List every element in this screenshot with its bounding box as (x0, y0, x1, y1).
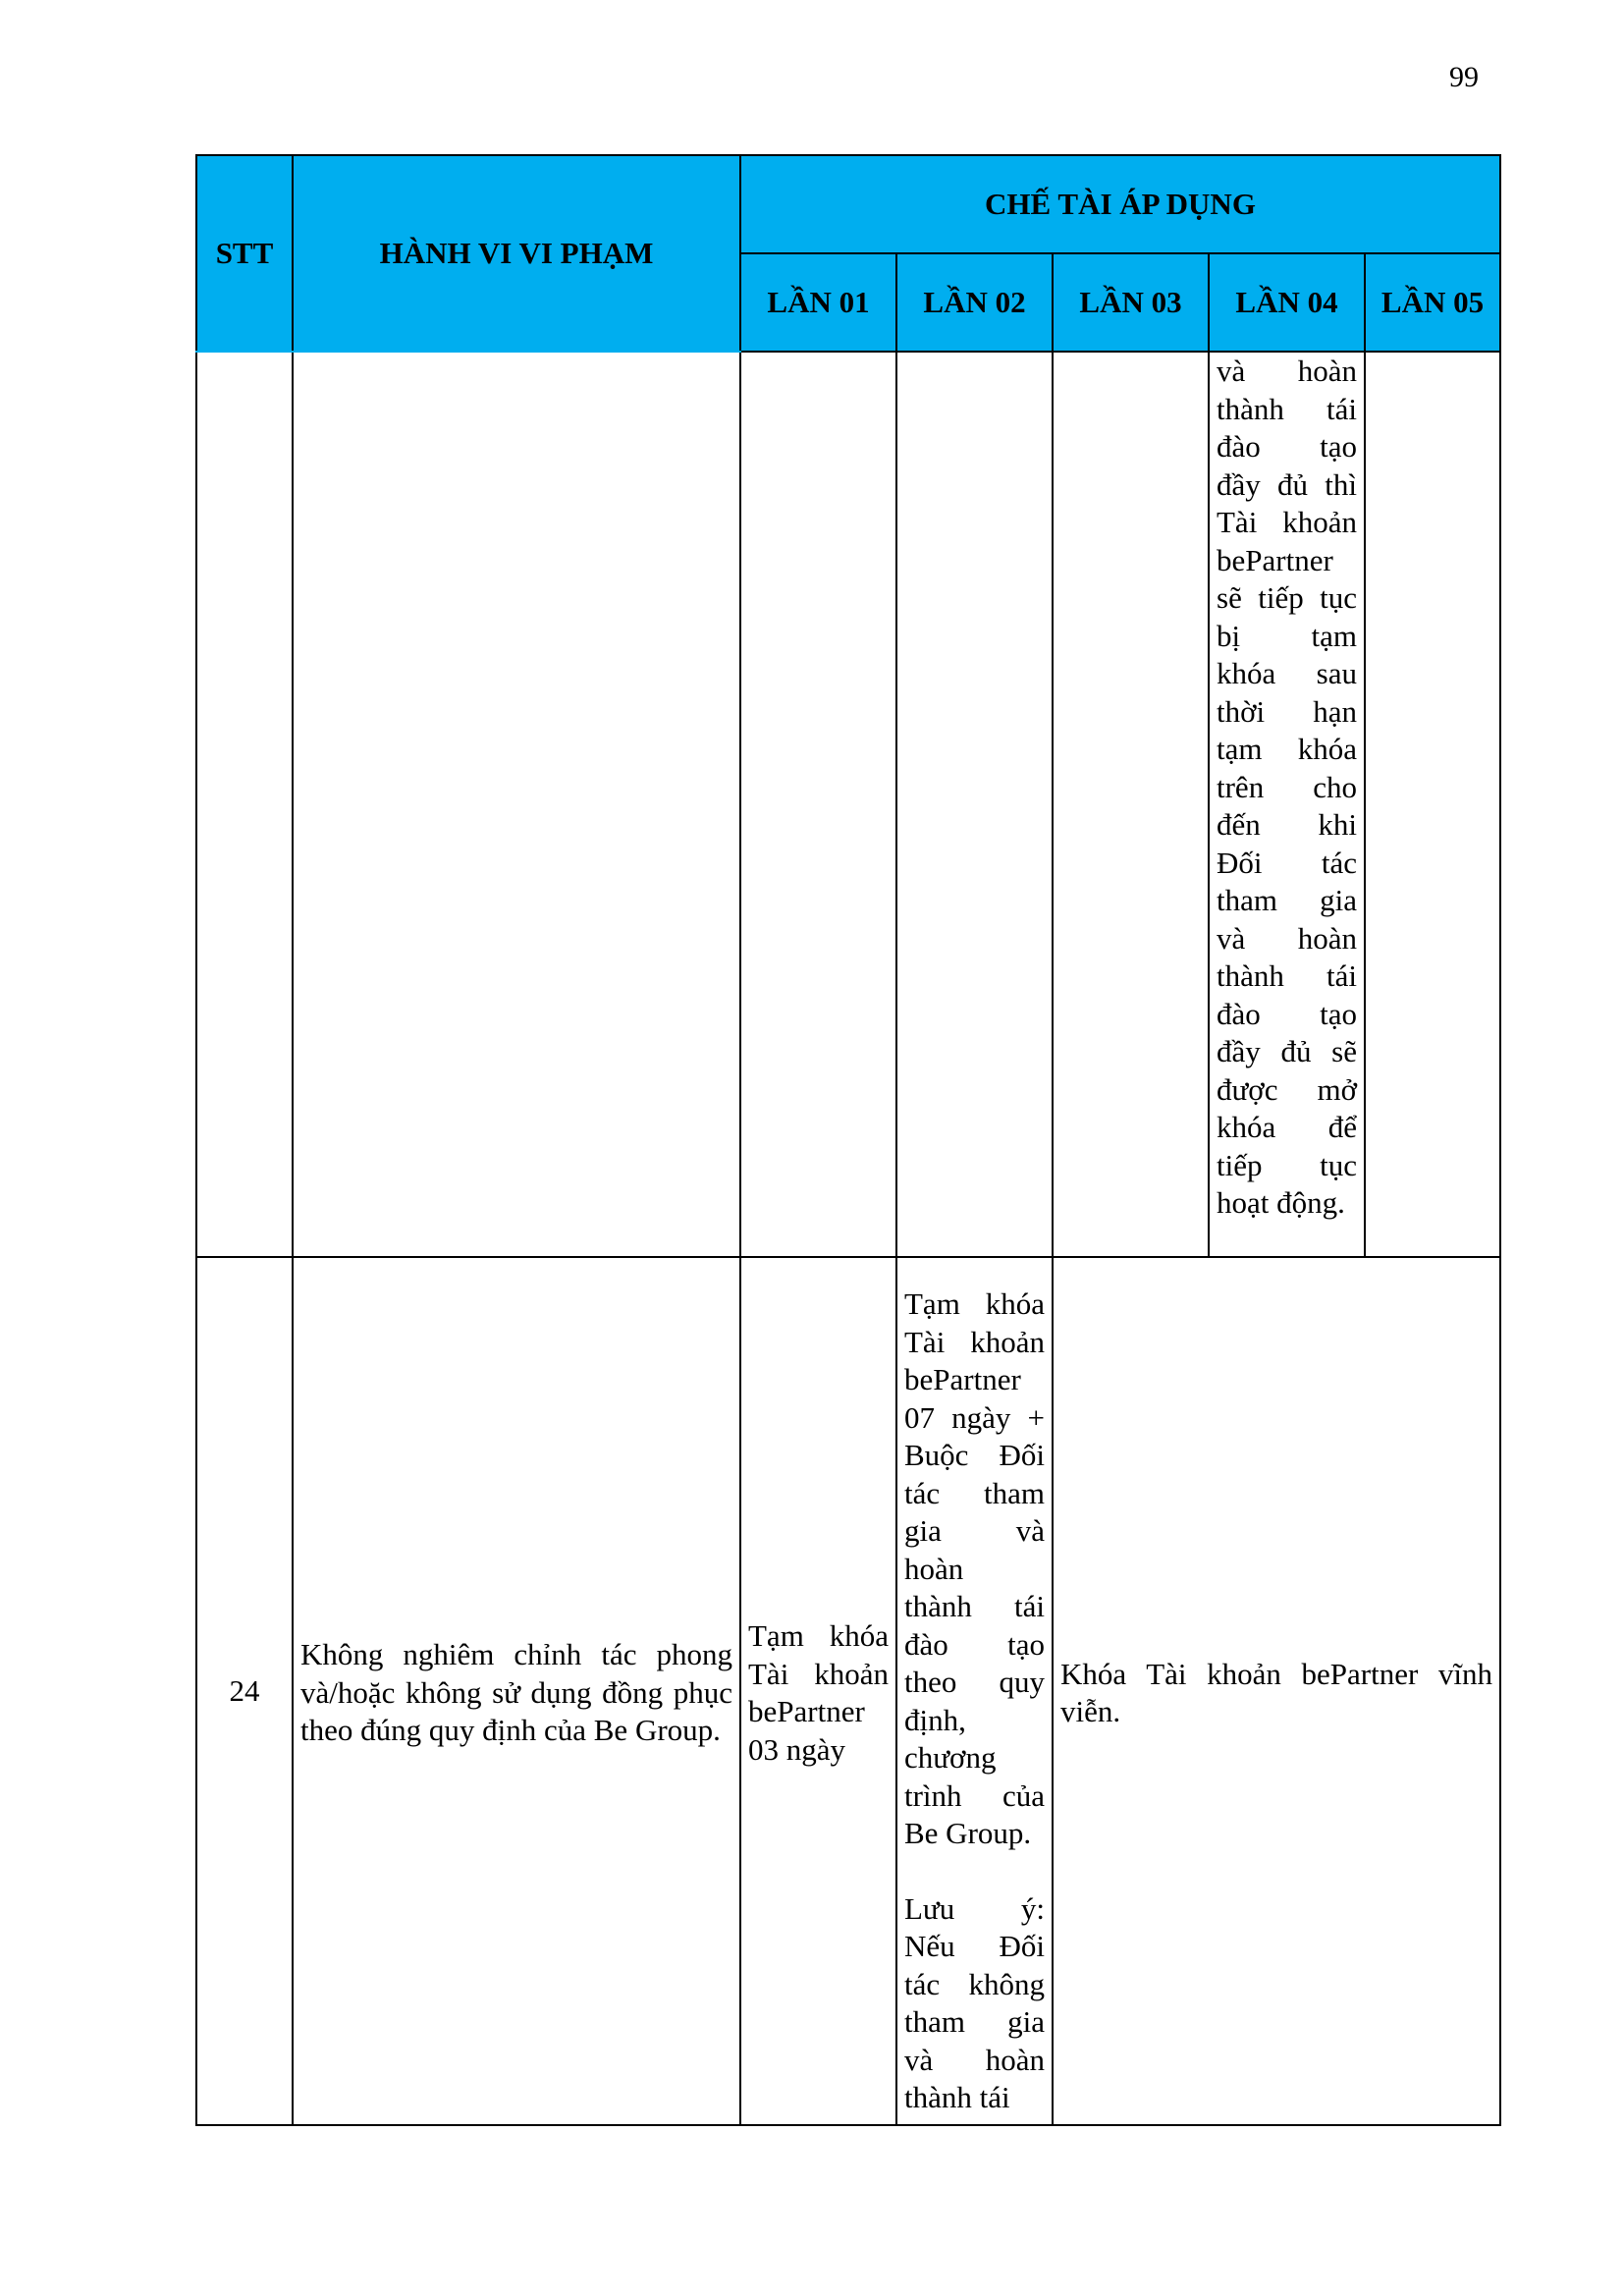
page-number: 99 (1449, 61, 1479, 93)
header-lan-02: LẦN 02 (896, 253, 1053, 352)
text-line: được mở (1217, 1071, 1357, 1107)
text-line: Nếu Đối (904, 1929, 1045, 1963)
header-behavior: HÀNH VI VI PHẠM (293, 155, 740, 352)
text-line: Be Group. (904, 1816, 1032, 1850)
cell-lan-03-05: Khóa Tài khoản bePartner vĩnh viễn. (1053, 1257, 1500, 2125)
cell-stt: 24 (196, 1257, 293, 2125)
cell-stt (196, 352, 293, 1257)
sanction-table (195, 154, 1501, 2126)
text-line: Lưu ý: (904, 1890, 1045, 1926)
text-line: thành tái (1217, 391, 1357, 426)
text-line: tham gia (1217, 883, 1357, 917)
text-line: khóa để (1217, 1110, 1357, 1144)
text-line: khóa sau (1217, 656, 1357, 690)
text-line: tác không (904, 1966, 1045, 2001)
header-lan-03: LẦN 03 (1053, 253, 1209, 352)
table-row (196, 1257, 1500, 2125)
text-line: trình của (904, 1777, 1045, 1813)
lan-02-note (897, 1890, 1052, 2117)
text-line: hoạt động. (1217, 1185, 1345, 1220)
text-line: gia và (904, 1513, 1045, 1548)
text-line: sẽ tiếp tục (1217, 580, 1357, 615)
cell-lan-04 (1209, 352, 1365, 1257)
lan-02-text (897, 1258, 1052, 1853)
text-line: bePartner (1217, 542, 1333, 577)
table-row (196, 352, 1500, 1257)
header-lan-01: LẦN 01 (740, 253, 896, 352)
cell-behavior (293, 352, 740, 1257)
text-line: bị tạm (1217, 618, 1357, 653)
header-stt: STT (196, 155, 293, 352)
text-line: theo quy (904, 1665, 1045, 1699)
text-line: Đối tác (1217, 845, 1357, 880)
text-line: tiếp tục (1217, 1147, 1357, 1182)
text-line: đào tạo (904, 1626, 1045, 1662)
text-line: tác tham (904, 1475, 1045, 1510)
text-line: thành tái (904, 2080, 1010, 2114)
text-line: đầy đủ thì (1217, 466, 1357, 502)
cell-lan-02 (896, 352, 1053, 1257)
text-line: Tài khoản (904, 1324, 1045, 1359)
text-line: 07 ngày + (904, 1399, 1045, 1435)
cell-lan-05 (1365, 352, 1500, 1257)
text-line: Buộc Đối (904, 1438, 1045, 1472)
text-line: tạm khóa (1217, 732, 1357, 766)
header-row-top (196, 155, 1500, 253)
text-line: đến khi (1217, 807, 1357, 842)
cell-lan-01: Tạm khóa Tài khoản bePartner 03 ngày (740, 1257, 896, 2125)
header-lan-05: LẦN 05 (1365, 253, 1500, 352)
text-line: đào tạo (1217, 429, 1357, 464)
header-sanctions-group: CHẾ TÀI ÁP DỤNG (740, 155, 1500, 253)
text-line: hoàn (904, 1551, 964, 1586)
text-line: và hoàn (1217, 354, 1357, 388)
text-line: tham gia (904, 2004, 1045, 2039)
text-line: trên cho (1217, 769, 1357, 804)
text-line: thành tái (904, 1589, 1045, 1623)
text-line: bePartner (904, 1362, 1021, 1396)
cell-lan-02 (896, 1257, 1053, 2125)
lan-04-text (1210, 353, 1364, 1223)
text-line: và hoàn (1217, 920, 1357, 956)
header-lan-04: LẦN 04 (1209, 253, 1365, 352)
cell-lan-01 (740, 352, 896, 1257)
text-line: thời hạn (1217, 693, 1357, 729)
text-line: chương (904, 1740, 997, 1775)
cell-lan-03 (1053, 352, 1209, 1257)
text-line: đầy đủ sẽ (1217, 1034, 1357, 1068)
text-line: thành tái (1217, 958, 1357, 993)
text-line: định, (904, 1702, 966, 1737)
text-line: Tạm khóa (904, 1286, 1045, 1321)
text-line: và hoàn (904, 2042, 1045, 2077)
cell-behavior: Không nghiêm chỉnh tác phong và/hoặc không sử dụng đồng phục theo đúng quy định của Be Group. (293, 1257, 740, 2125)
text-line: Tài khoản (1217, 505, 1357, 539)
text-line: đào tạo (1217, 996, 1357, 1031)
